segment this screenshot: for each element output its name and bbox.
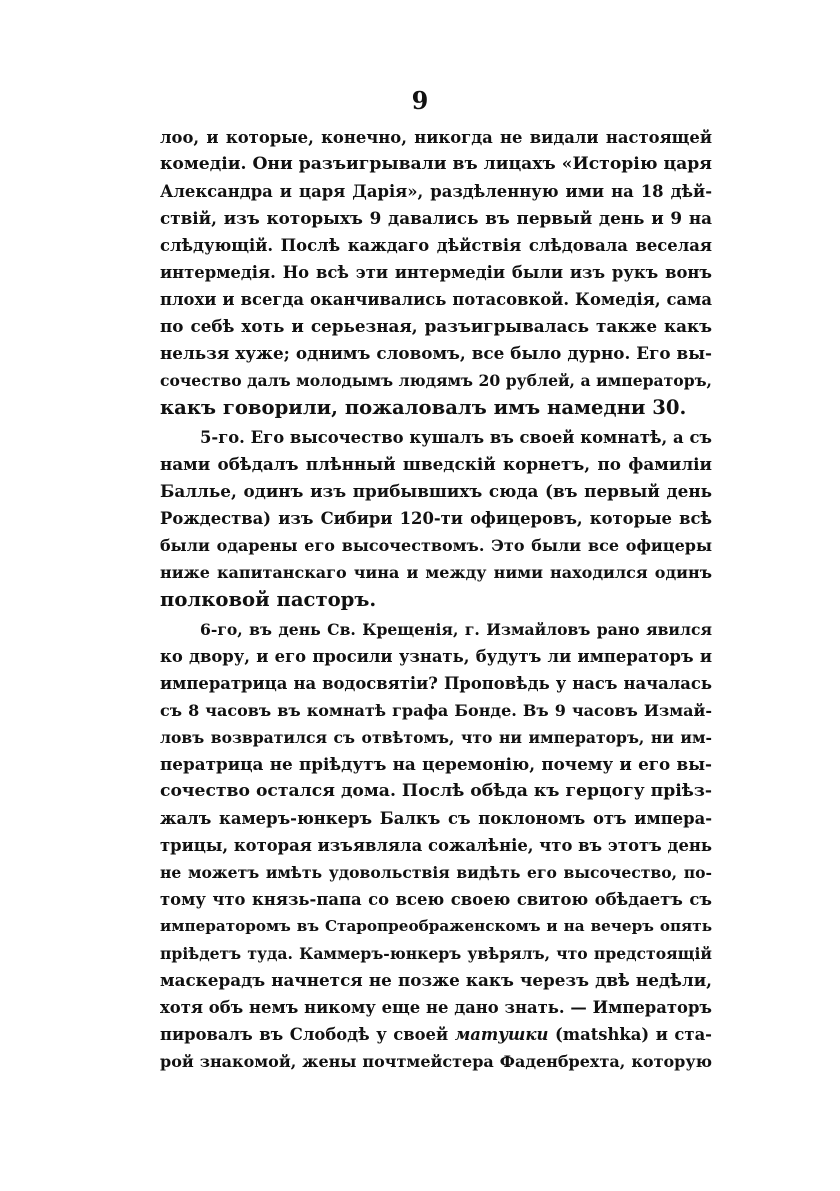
text-line: Александра и царя Дарія», раздѣленную ими на 18 дѣй- bbox=[160, 182, 712, 201]
paragraph-start-line: 5-го. Его высочество кушалъ въ своей комнатѣ, а съ bbox=[200, 428, 712, 447]
text-line: не можетъ имѣть удовольствія видѣть его высочество, по- bbox=[160, 863, 712, 882]
text-line: Рождества) изъ Сибири 120-ти офицеровъ, которые всѣ bbox=[160, 509, 712, 528]
text-line: слѣдующій. Послѣ каждаго дѣйствія слѣдовала веселая bbox=[160, 236, 712, 255]
text-line: по себѣ хоть и серьезная, разъигрывалась также какъ bbox=[160, 316, 712, 336]
text-segment: (matshka) и ста- bbox=[548, 1025, 712, 1044]
text-line: сочество остался дома. Послѣ обѣда къ герцогу пріѣз- bbox=[160, 781, 712, 801]
text-line: тому что князь-папа со всею своею свитою обѣдаетъ съ bbox=[160, 890, 712, 909]
text-line: ператрица не пріѣдутъ на церемонію, почему и его вы- bbox=[160, 754, 712, 774]
text-line: хотя объ немъ никому еще не дано знать. — Императоръ bbox=[160, 998, 712, 1017]
text-segment: пировалъ въ Слободѣ у своей bbox=[160, 1025, 455, 1044]
text-line: пріѣдетъ туда. Каммеръ-юнкеръ увѣрялъ, что предстоящій bbox=[160, 944, 712, 963]
page-number: 9 bbox=[411, 86, 429, 115]
text-line: интермедія. Но всѣ эти интермедіи были изъ рукъ вонъ bbox=[160, 263, 712, 282]
text-line: Баллье, одинъ изъ прибывшихъ сюда (въ первый день bbox=[160, 481, 712, 501]
text-line: императоромъ въ Старопреображенскомъ и на вечеръ опять bbox=[160, 917, 712, 935]
text-line: нами обѣдалъ плѣнный шведскій корнетъ, по фамиліи bbox=[160, 454, 712, 474]
paragraph-start-line: 6-го, въ день Св. Крещенія, г. Измайловъ рано явился bbox=[200, 620, 712, 639]
text-line: ко двору, и его просили узнать, будутъ ли императоръ и bbox=[160, 647, 712, 666]
text-line: ловъ возвратился съ отвѣтомъ, что ни императоръ, ни им- bbox=[160, 728, 712, 747]
text-line: плохи и всегда оканчивались потасовкой. Комедія, сама bbox=[160, 290, 712, 309]
text-line bbox=[160, 1021, 712, 1048]
text-line: маскерадъ начнется не позже какъ черезъ двѣ недѣли, bbox=[160, 970, 712, 990]
text-line: жалъ камеръ-юнкеръ Балкъ съ поклономъ отъ импера- bbox=[160, 809, 712, 828]
text-line: трицы, которая изъявляла сожалѣніе, что въ этотъ день bbox=[160, 836, 712, 855]
text-line: съ 8 часовъ въ комнатѣ графа Бонде. Въ 9 часовъ Измай- bbox=[160, 701, 712, 720]
italic-word: матушки bbox=[454, 1025, 549, 1044]
text-line: ниже капитанскаго чина и между ними находился одинъ bbox=[160, 563, 712, 582]
body-text bbox=[160, 124, 712, 1075]
text-line: рой знакомой, жены почтмейстера Фаденбрехта, которую bbox=[160, 1052, 712, 1071]
text-line: какъ говорили, пожаловалъ имъ намедни 30. bbox=[160, 396, 687, 419]
text-line: были одарены его высочествомъ. Это были все офицеры bbox=[160, 536, 712, 555]
text-line: нельзя хуже; однимъ словомъ, все было дурно. Его вы- bbox=[160, 343, 712, 363]
text-line: комедіи. Они разъигрывали въ лицахъ «Исторію царя bbox=[160, 154, 712, 174]
text-line: ствій, изъ которыхъ 9 давались въ первый день и 9 на bbox=[160, 208, 712, 228]
text-line: императрица на водосвятіи? Проповѣдь у насъ началась bbox=[160, 674, 712, 693]
text-line: лоо, и которые, конечно, никогда не видали настоящей bbox=[160, 128, 712, 147]
text-line: полковой пасторъ. bbox=[160, 588, 377, 611]
text-line: сочество далъ молодымъ людямъ 20 рублей, а императоръ, bbox=[160, 371, 712, 390]
